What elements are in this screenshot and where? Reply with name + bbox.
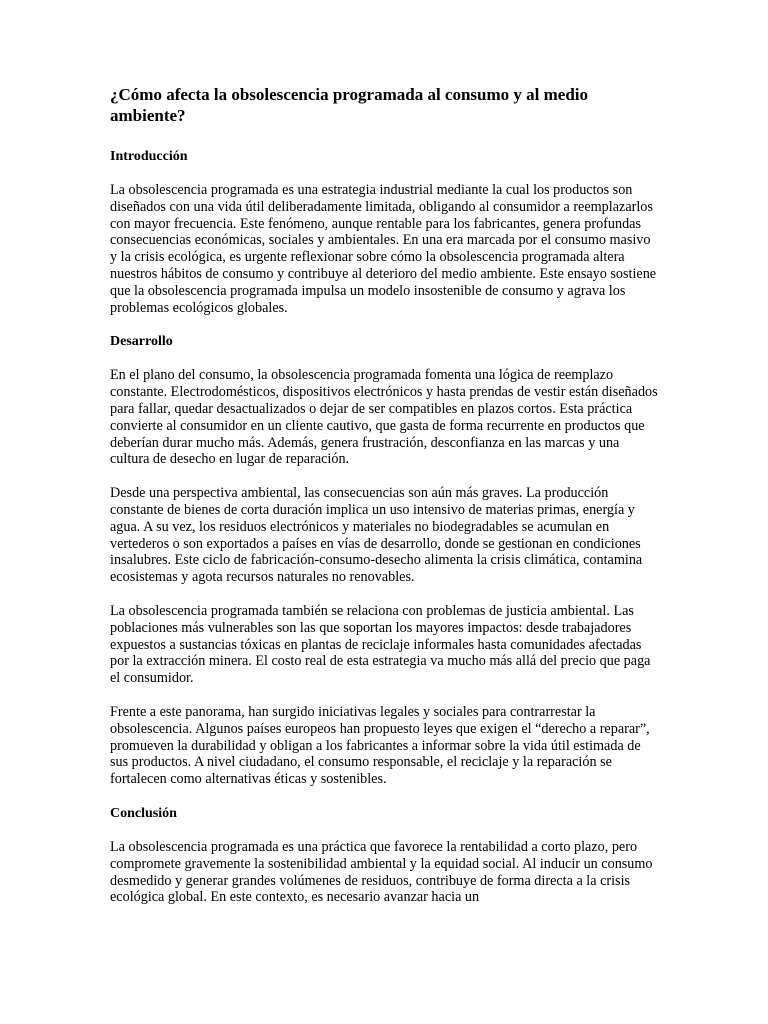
section-heading-conclusion: Conclusión bbox=[110, 805, 177, 821]
paragraph-desarrollo-4: Frente a este panorama, han surgido iniciativas legales y sociales para contrarrestar la obsolescencia. Algunos países europeos han propuesto leyes que exigen el “derecho a reparar”, promueven la durabilidad y obligan a los fabricantes a informar sobre la vida útil estimada de sus productos. A nivel ciudadano, el consumo responsable, el reciclaje y la reparación se fortalecen como alternativas éticas y sostenibles. bbox=[110, 703, 650, 788]
document-title: ¿Cómo afecta la obsolescencia programada al consumo y al medio ambiente? bbox=[110, 85, 589, 125]
document-content bbox=[110, 84, 660, 923]
section-heading-introduccion: Introducción bbox=[110, 149, 188, 164]
paragraph-introduccion: La obsolescencia programada es una estrategia industrial mediante la cual los productos son diseñados con una vida útil deliberadamente limitada, obligando al consumidor a reemplazarlos con mayor frecuencia. Este fenómeno, aunque rentable para los fabricantes, genera profundas consecuencias económicas, sociales y ambientales. En una era marcada por el consumo masivo y la crisis ecológica, es urgente reflexionar sobre cómo la obsolescencia programada altera nuestros hábitos de consumo y contribuye al deterioro del medio ambiente. Este ensayo sostiene que la obsolescencia programada impulsa un modelo insostenible de consumo y agrava los problemas ecológicos globales. bbox=[110, 182, 657, 316]
paragraph-desarrollo-1: En el plano del consumo, la obsolescencia programada fomenta una lógica de reemplazo constante. Electrodomésticos, dispositivos electrónicos y hasta prendas de vestir están diseñados para fallar, quedar desactualizados o dejar de ser compatibles en plazos cortos. Esta práctica convierte al consumidor en un cliente cautivo, que gasta de forma recurrente en productos que deberían durar mucho más. Además, genera frustración, desconfianza en las marcas y una cultura de desecho en lugar de reparación. bbox=[110, 367, 658, 468]
paragraph-desarrollo-3: La obsolescencia programada también se relaciona con problemas de justicia ambiental. Las poblaciones más vulnerables son las que soportan los mayores impactos: desde trabajadores expuestos a sustancias tóxicas en plantas de reciclaje informales hasta comunidades afectadas por la extracción minera. El costo real de esta estrategia va mucho más allá del precio que paga el consumidor. bbox=[110, 602, 651, 687]
paragraph-conclusion: La obsolescencia programada es una práctica que favorece la rentabilidad a corto plazo, pero compromete gravemente la sostenibilidad ambiental y la equidad social. Al inducir un consumo desmedido y generar grandes volúmenes de residuos, contribuye de forma directa a la crisis ecológica global. En este contexto, es necesario avanzar hacia un bbox=[110, 838, 653, 906]
paragraph-desarrollo-2: Desde una perspectiva ambiental, las consecuencias son aún más graves. La producción constante de bienes de corta duración implica un uso intensivo de materias primas, energía y agua. A su vez, los residuos electrónicos y materiales no biodegradables se acumulan en vertederos o son exportados a países en vías de desarrollo, donde se gestionan en condiciones insalubres. Este ciclo de fabricación-consumo-desecho alimenta la crisis climática, contamina ecosistemas y agota recursos naturales no renovables. bbox=[110, 485, 643, 586]
section-heading-desarrollo: Desarrollo bbox=[110, 334, 173, 350]
